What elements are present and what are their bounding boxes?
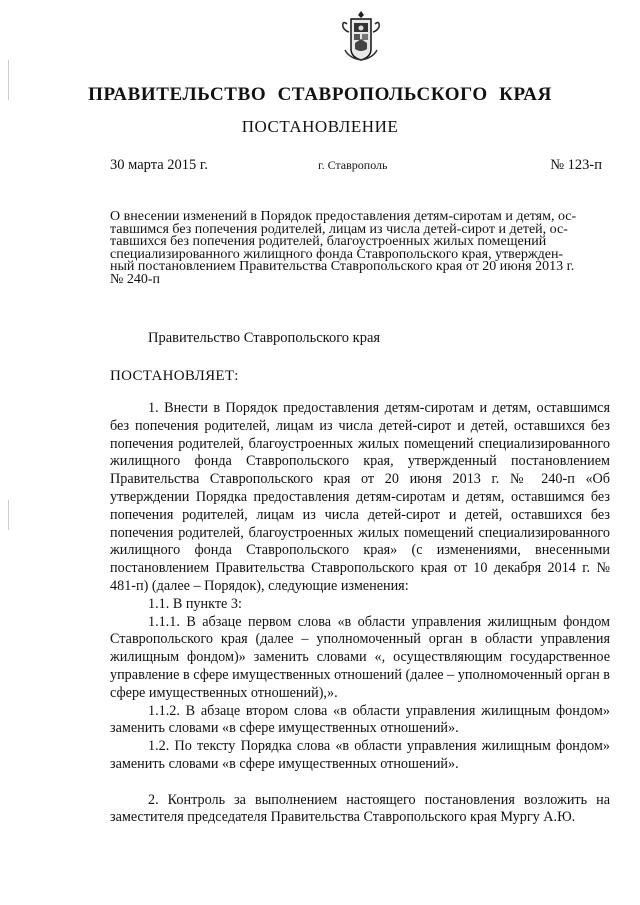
subject-line: № 240-п <box>110 271 161 287</box>
document-subject <box>110 211 608 286</box>
document-body <box>110 400 610 827</box>
document-type: ПОСТАНОВЛЕНИЕ <box>241 117 399 136</box>
subject-line: специализированного жилищного фонда Ставропольского края, утвержден- <box>110 246 564 262</box>
subject-line: тавшихся без попечения родителей, благоустроенных жилых помещений <box>110 234 547 249</box>
document-number: № 123-п <box>550 157 602 173</box>
document-city: г. Ставрополь <box>318 158 388 172</box>
government-title: ПРАВИТЕЛЬСТВО СТАВРОПОЛЬСКОГО КРАЯ <box>88 84 552 105</box>
subject-line: О внесении изменений в Порядок предоставления детям-сиротам и детям, ос- <box>110 209 577 224</box>
stavropol-coat-of-arms-icon <box>341 10 381 62</box>
issuer: Правительство Ставропольского края <box>148 330 381 346</box>
subject-line: ный постановлением Правительства Ставропольского края от 20 июня 2013 г. <box>110 259 575 274</box>
document-date: 30 марта 2015 г. <box>110 157 208 173</box>
scan-fold-mark <box>8 500 9 530</box>
paragraph-1-1: 1.1. В пункте 3: <box>148 595 242 612</box>
subject-line: тавшимся без попечения родителей, лицам из числа детей-сирот и детей, ос- <box>110 221 568 237</box>
decrees-heading: ПОСТАНОВЛЯЕТ: <box>110 368 239 384</box>
paragraph-1: 1. Внести в Порядок предоставления детям-сиротам и детям, оставшимся без попечения родителей, лицам из числа детей-сирот и детей, оставшихся без попечения родителей, благоустроенных жилых помещений специализированного жилищного фонда Ставропольского края, утвержденный постановлением Правительства Ставропольского края от 20 июня 2013 г. № 240-п «Об утверждении Порядка предоставления детям-сиротам и детям, оставшимся без попечения родителей, лицам из числа детей-сирот и детей, оставшихся без попечения родителей, благоустроенных жилых помещений специализированного жилищного фонда Ставропольского края» (с изменениями, внесенными постановлением Правительства Ставропольского края от 10 декабря 2014 г. № 481-п) (далее – Порядок), следующие изменения: <box>110 400 610 594</box>
paragraph-1-1-2: 1.1.2. В абзаце втором слова «в области управления жилищным фондом» заменить словами «в сфере имущественных отношений». <box>110 702 610 737</box>
paragraph-1-2: 1.2. По тексту Порядка слова «в области управления жилищным фондом» заменить словами «в сфере имущественных отношений». <box>110 738 610 772</box>
paragraph-1-1-1: 1.1.1. В абзаце первом слова «в области управления жилищным фондом Ставропольского края (далее – уполномоченный орган в области управления жилищным фондом)» заменить словами «, осуществляющим государственное управление в сфере имущественных отношений (далее – уполномоченный орган в сфере имущественных отношений),». <box>110 613 610 701</box>
paragraph-2: 2. Контроль за выполнением настоящего постановления возложить на заместителя председателя Правительства Ставропольского края Мургу А.Ю. <box>110 791 610 826</box>
